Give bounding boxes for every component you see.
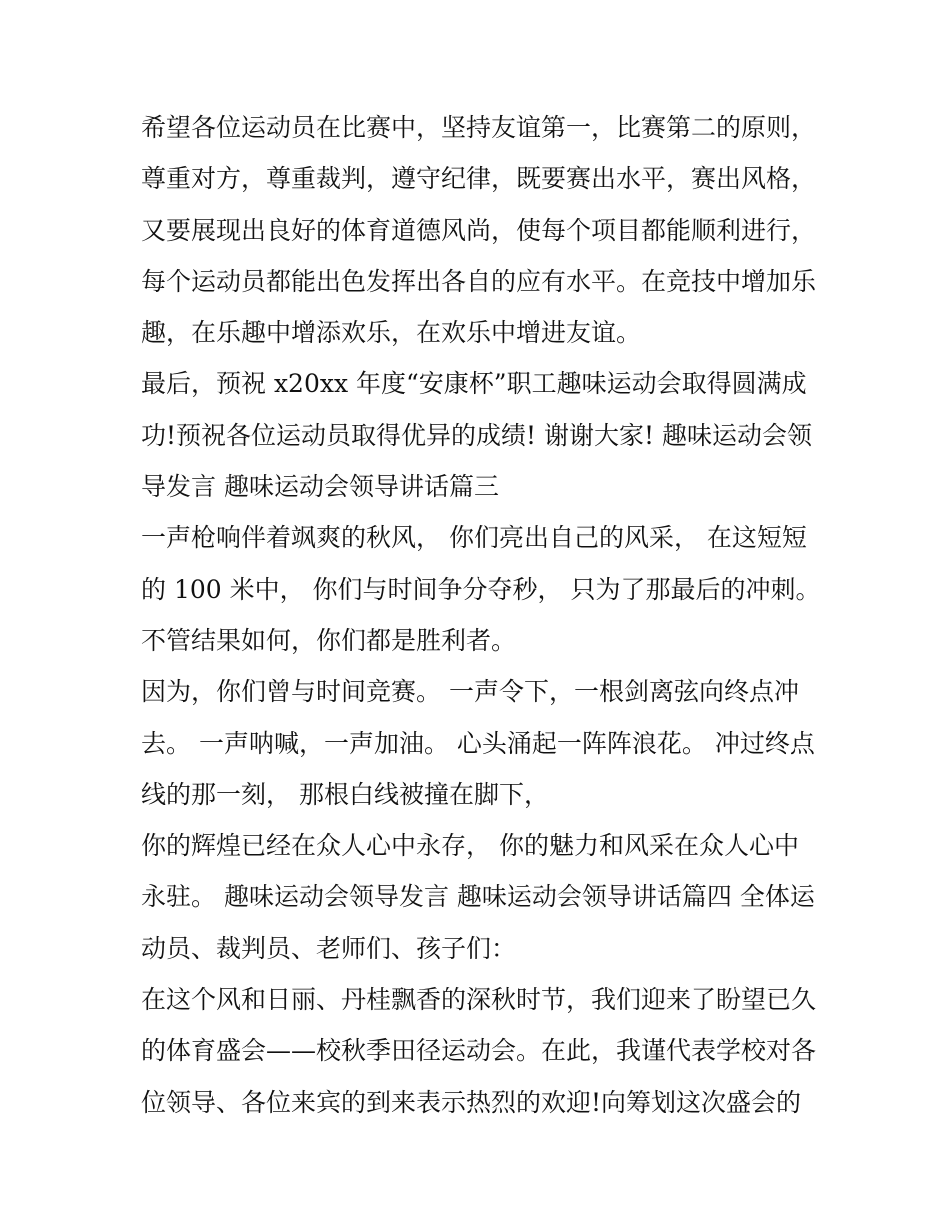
text-line: 因为，你们曾与时间竞赛。 一声令下，一根剑离弦向终点冲 [141,677,799,707]
text-line: 功!预祝各位运动员取得优异的成绩! 谢谢大家! 趣味运动会领 [141,420,813,450]
text-line: 在这个风和日丽、丹桂飘香的深秋时节，我们迎来了盼望已久 [141,985,817,1015]
text-line: 最后，预祝 x20xx 年度“安康杯”职工趣味运动会取得圆满成 [141,369,807,399]
text-line: 尊重对方，尊重裁判，遵守纪律，既要赛出水平，赛出风格， [141,164,817,194]
text-line: 不管结果如何，你们都是胜利者。 [141,625,517,655]
text-line: 每个运动员都能出色发挥出各自的应有水平。在竞技中增加乐 [141,266,817,296]
text-line: 动员、裁判员、老师们、孩子们： [141,933,517,963]
text-line: 你的辉煌已经在众人心中永存， 你的魅力和风采在众人心中 [141,831,799,861]
text-line: 又要展现出良好的体育道德风尚，使每个项目都能顺利进行， [141,215,817,245]
text-line: 的 100 米中， 你们与时间争分夺秒， 只为了那最后的冲刺。 [141,574,821,604]
body-text [141,102,821,1128]
text-line: 趣，在乐趣中增添欢乐，在欢乐中增进友谊。 [141,318,642,348]
text-line: 位领导、各位来宾的到来表示热烈的欢迎!向筹划这次盛会的 [141,1087,802,1117]
text-line: 导发言 趣味运动会领导讲话篇三 [141,472,499,502]
text-line: 去。 一声呐喊，一声加油。 心头涌起一阵阵浪花。 冲过终点 [141,728,815,758]
text-line: 的体育盛会——校秋季田径运动会。在此，我谨代表学校对各 [141,1036,817,1066]
text-line: 永驻。 趣味运动会领导发言 趣味运动会领导讲话篇四 全体运 [141,882,815,912]
text-line: 线的那一刻， 那根白线被撞在脚下， [141,779,549,809]
text-line: 希望各位运动员在比赛中，坚持友谊第一，比赛第二的原则， [141,113,817,142]
text-line: 一声枪响伴着飒爽的秋风， 你们亮出自己的风采， 在这短短 [141,523,807,553]
